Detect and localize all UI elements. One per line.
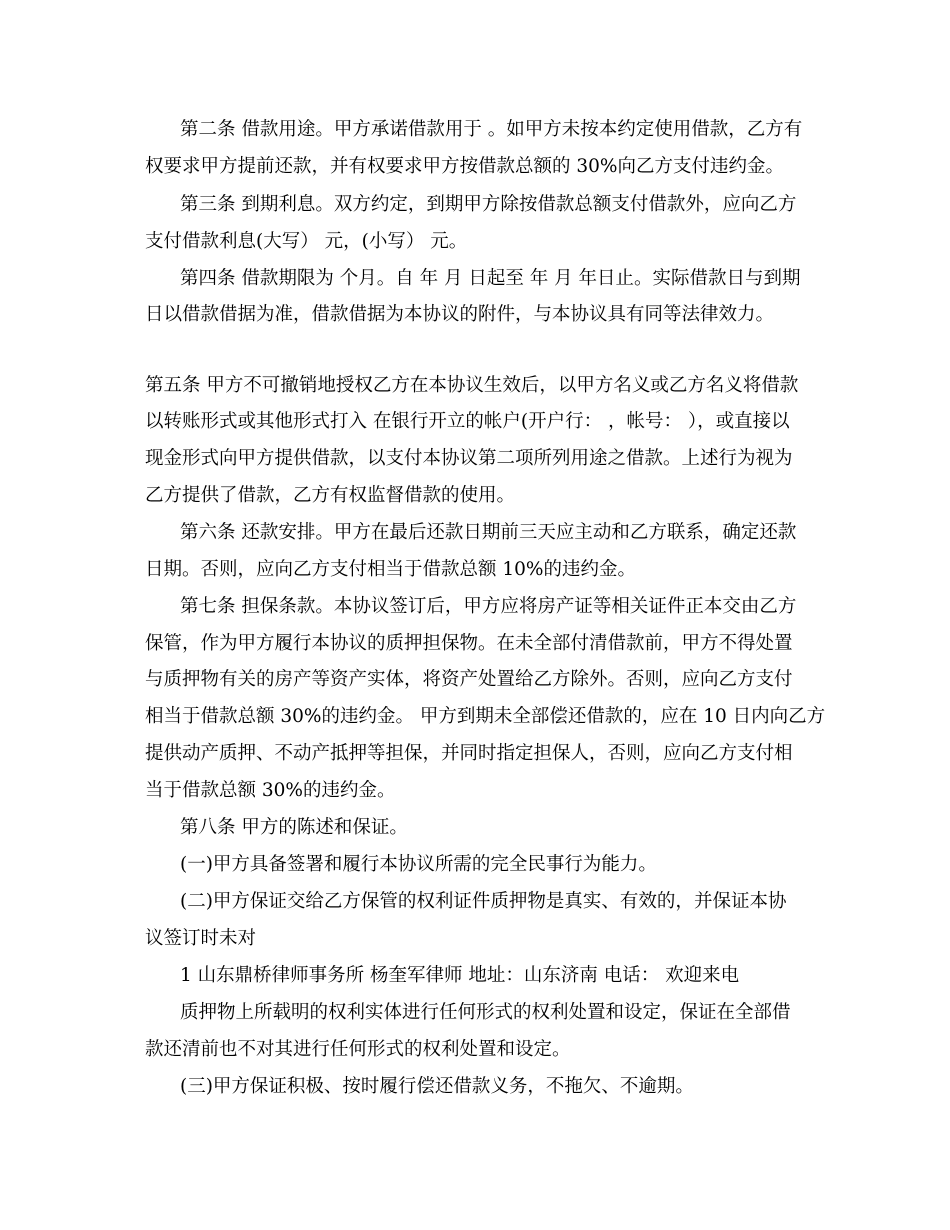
text-line: 当于借款总额 30%的违约金。 (145, 780, 396, 801)
text-line: 第五条 甲方不可撤销地授权乙方在本协议生效后，以甲方名义或乙方名义将借款 (145, 375, 799, 396)
text-line: 质押物上所载明的权利实体进行任何形式的权利处置和设定，保证在全部借 (180, 1002, 791, 1023)
text-line: 保管，作为甲方履行本协议的质押担保物。在未全部付清借款前，甲方不得处置 (145, 633, 793, 654)
text-line: 第四条 借款期限为 个月。自 年 月 日起至 年 月 年日止。实际借款日与到期 (180, 268, 801, 289)
text-line: (二)甲方保证交给乙方保管的权利证件质押物是真实、有效的，并保证本协 (180, 891, 787, 912)
text-line: 与质押物有关的房产等资产实体，将资产处置给乙方除外。否则，应向乙方支付 (145, 669, 793, 690)
text-line: 现金形式向甲方提供借款，以支付本协议第二项所列用途之借款。上述行为视为 (145, 448, 793, 469)
text-line: 议签订时未对 (145, 928, 257, 949)
footer-note: 1 山东鼎桥律师事务所 杨奎军律师 地址：山东济南 电话： 欢迎来电 (180, 965, 740, 986)
text-line: 第七条 担保条款。本协议签订后，甲方应将房产证等相关证件正本交由乙方 (180, 596, 797, 617)
text-line: (三)甲方保证积极、按时履行偿还借款义务，不拖欠、不逾期。 (180, 1076, 694, 1097)
text-line: 相当于借款总额 30%的违约金。 甲方到期未全部偿还借款的，应在 10 日内向乙方 (145, 706, 826, 727)
text-line: 日期。否则，应向乙方支付相当于借款总额 10%的违约金。 (145, 559, 637, 580)
text-line: 以转账形式或其他形式打入 在银行开立的帐户(开户行： ，帐号： ），或直接以 (145, 411, 790, 432)
text-line: 第三条 到期利息。双方约定，到期甲方除按借款总额支付借款外，应向乙方 (180, 194, 797, 215)
text-line: 乙方提供了借款，乙方有权监督借款的使用。 (145, 485, 516, 506)
text-line: 权要求甲方提前还款，并有权要求甲方按借款总额的 30%向乙方支付违约金。 (145, 156, 785, 177)
text-line: 提供动产质押、不动产抵押等担保，并同时指定担保人，否则，应向乙方支付相 (145, 743, 793, 764)
text-line: 款还清前也不对其进行任何形式的权利处置和设定。 (145, 1039, 571, 1060)
text-line: (一)甲方具备签署和履行本协议所需的完全民事行为能力。 (180, 854, 657, 875)
text-line: 第六条 还款安排。甲方在最后还款日期前三天应主动和乙方联系，确定还款 (180, 522, 797, 543)
text-line: 支付借款利息(大写） 元，(小写） 元。 (145, 231, 468, 252)
text-line: 第二条 借款用途。甲方承诺借款用于 。如甲方未按本约定使用借款，乙方有 (180, 119, 803, 140)
text-line: 第八条 甲方的陈述和保证。 (180, 817, 408, 838)
text-line: 日以借款借据为准，借款借据为本协议的附件，与本协议具有同等法律效力。 (145, 304, 775, 325)
